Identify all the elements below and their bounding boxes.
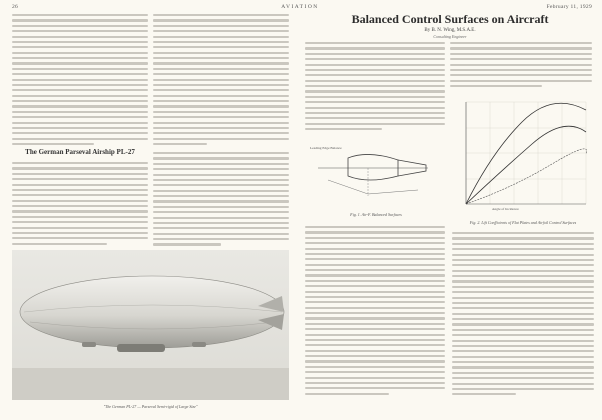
airship-illustration [12, 250, 289, 400]
fig2-caption: Fig. 2. Lift Coefficients of Flat Plates and Airfoil Control Surfaces [469, 220, 577, 225]
fig1-caption: Fig. 1. Air-F. Balanced Surfaces [350, 212, 402, 217]
header-page-number: 26 [12, 4, 19, 10]
fig2-graph [452, 92, 594, 218]
airship-photo [12, 250, 289, 400]
header-journal: AVIATION [281, 4, 319, 10]
header-date: February 11, 1929 [546, 4, 592, 10]
left-col-2-top [153, 14, 289, 148]
right-col-2-top [450, 42, 592, 90]
right-col-1-top [305, 42, 445, 133]
left-article-heading: The German Parseval Airship PL-27 [25, 148, 135, 156]
left-col-1-bottom [12, 162, 148, 248]
article-title: Balanced Control Surfaces on Aircraft [351, 12, 549, 26]
article-author: By B. N. Wing, M.S.A.E. [424, 28, 476, 33]
airship-caption: "The German PL-27 — Parseval Semi-rigid of Large Size" [103, 404, 198, 409]
fig1-diagram [308, 138, 448, 210]
fig2-xlabel: Angle of Incidence [492, 207, 519, 211]
right-col-1-bottom [305, 226, 445, 398]
left-col-2-bottom [153, 152, 289, 249]
fig1-label: Leading Edge Balance [310, 146, 342, 150]
article-author-note: Consulting Engineer [433, 34, 467, 39]
right-col-2-bottom [452, 232, 594, 399]
left-col-1-top [12, 14, 148, 148]
